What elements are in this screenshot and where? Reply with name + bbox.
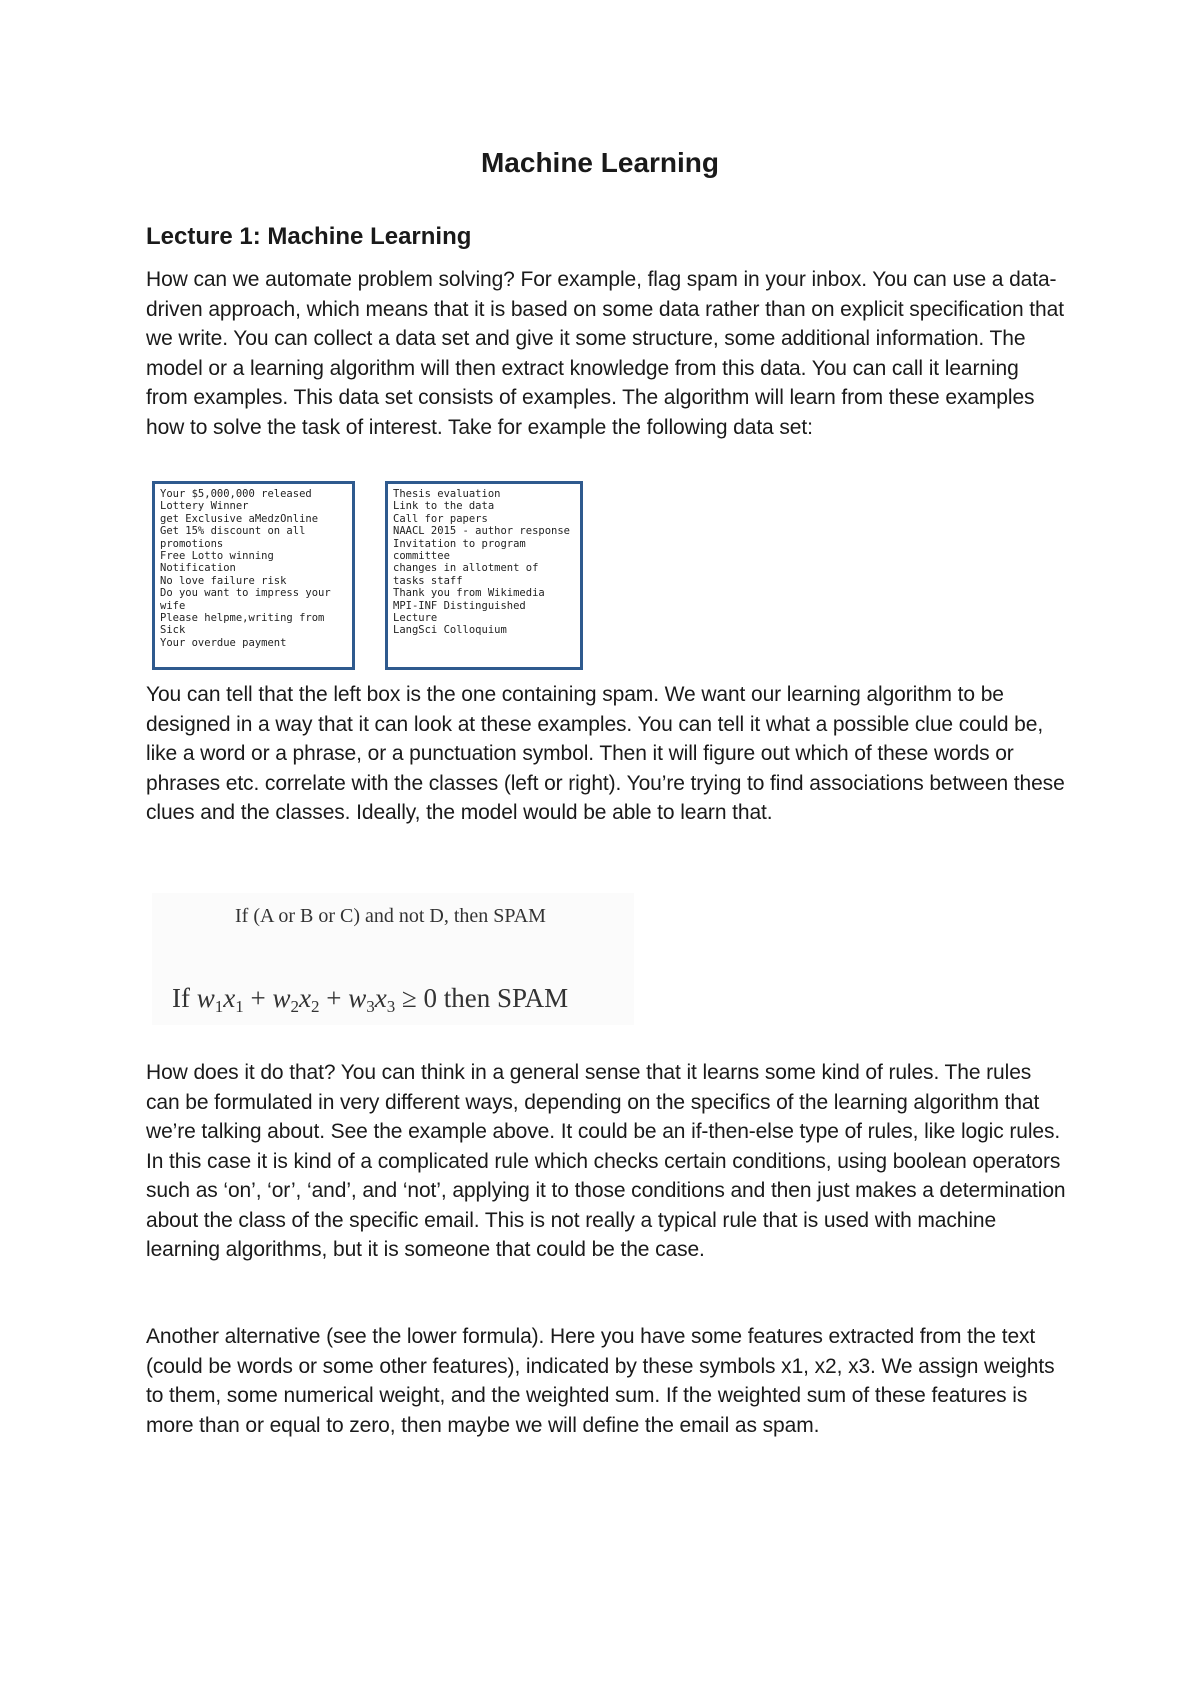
formula-subscript: 2 xyxy=(290,997,299,1016)
email-subject: Link to the data xyxy=(393,500,495,513)
email-subject: Do you want to impress your xyxy=(160,587,331,600)
email-subject: Sick xyxy=(160,624,186,637)
paragraph-weighted-sum: Another alternative (see the lower formula). Here you have some features extracted from the text (could be words or some other features), indicated by these symbols x1, x2, x3. We assign weights to them, some numerical weight, and the weighted sum. If the weighted sum of these features is more than or equal to zero, then maybe we will define the email as spam. xyxy=(146,1325,1055,1437)
formula-symbol: x xyxy=(374,983,387,1013)
paragraph-spam-explanation: You can tell that the left box is the one containing spam. We want our learning algorithm to be designed in a way that it can look at these examples. You can tell it what a possible clue could be, like a word or a phrase, or a punctuation symbol. Then it will figure out which of these words or phrases etc. correlate with the classes (left or right). You’re trying to find associations between these clues and the classes. Ideally, the model would be able to learn that. xyxy=(146,683,1065,824)
email-subject: promotions xyxy=(160,537,224,550)
email-subject: Thank you from Wikimedia xyxy=(393,587,545,600)
email-subject: Please helpme,writing from xyxy=(160,612,325,625)
formula-symbol: x xyxy=(298,983,311,1013)
formula-text: If xyxy=(172,983,190,1013)
formula-subscript: 1 xyxy=(235,997,244,1016)
email-subject: committee xyxy=(393,550,450,563)
logic-rule-formula: If (A or B or C) and not D, then SPAM xyxy=(235,905,546,927)
linear-rule-formula xyxy=(172,983,568,1014)
formula-subscript: 3 xyxy=(366,997,375,1016)
paragraph-rules: How does it do that? You can think in a general sense that it learns some kind of rules. The rules can be formulated in very different ways, depending on the specifics of the learning algorithm that we’re talking about. See the example above. It could be an if-then-else type of rules, like logic rules. In this case it is kind of a complicated rule which checks certain conditions, using boolean operators such as ‘on’, ‘or’, ‘and’, and ‘not’, applying it to those conditions and then just makes a determination about the class of the specific email. This is not really a typical rule that is used with machine learning algorithms, but it is someone that could be the case. xyxy=(146,1061,1066,1261)
spam-email-box xyxy=(152,481,355,670)
formula-operator: ≥ 0 xyxy=(401,983,438,1013)
formula-symbol: x xyxy=(223,983,236,1013)
formula-symbol: w xyxy=(272,983,291,1013)
formula-operator: + xyxy=(326,983,342,1013)
email-subject: changes in allotment of xyxy=(393,562,539,575)
email-subject: Lecture xyxy=(393,612,438,625)
email-subject: LangSci Colloquium xyxy=(393,624,507,637)
legit-email-box xyxy=(385,481,583,670)
section-heading: Lecture 1: Machine Learning xyxy=(146,223,472,250)
email-subject: Your overdue payment xyxy=(160,636,287,649)
formula-subscript: 1 xyxy=(214,997,224,1016)
email-subject: NAACL 2015 - author response xyxy=(393,525,571,538)
formula-figure xyxy=(152,893,634,1025)
email-subject: Lottery Winner xyxy=(160,500,249,513)
email-subject: Get 15% discount on all xyxy=(160,525,306,538)
email-subject: Free Lotto winning xyxy=(160,550,274,563)
formula-text: then SPAM xyxy=(443,983,569,1013)
email-subject: Your $5,000,000 released xyxy=(160,488,312,500)
formula-operator: + xyxy=(250,983,266,1013)
formula-symbol: w xyxy=(348,983,367,1013)
document-title: Machine Learning xyxy=(480,147,720,178)
email-subject: tasks staff xyxy=(393,574,463,587)
paragraph-intro: How can we automate problem solving? For example, flag spam in your inbox. You can use a data-driven approach, which means that it is based on some data rather than on explicit specification that we write. You can collect a data set and give it some structure, some additional information. The model or a learning algorithm will then extract knowledge from this data. You can call it learning from examples. This data set consists of examples. The algorithm will learn from these examples how to solve the task of interest. Take for example the following data set: xyxy=(146,268,1064,439)
formula-symbol: w xyxy=(196,983,215,1013)
formula-subscript: 2 xyxy=(310,997,320,1016)
email-subject: Notification xyxy=(160,562,236,575)
email-subject: wife xyxy=(160,599,186,612)
formula-subscript: 3 xyxy=(386,997,396,1016)
email-subject: No love failure risk xyxy=(160,574,287,587)
email-subject: get Exclusive aMedzOnline xyxy=(160,512,319,525)
email-subject: Call for papers xyxy=(393,512,488,525)
email-subject: MPI-INF Distinguished xyxy=(393,599,526,612)
email-subject: Thesis evaluation xyxy=(393,488,501,500)
email-subject: Invitation to program xyxy=(393,537,526,550)
